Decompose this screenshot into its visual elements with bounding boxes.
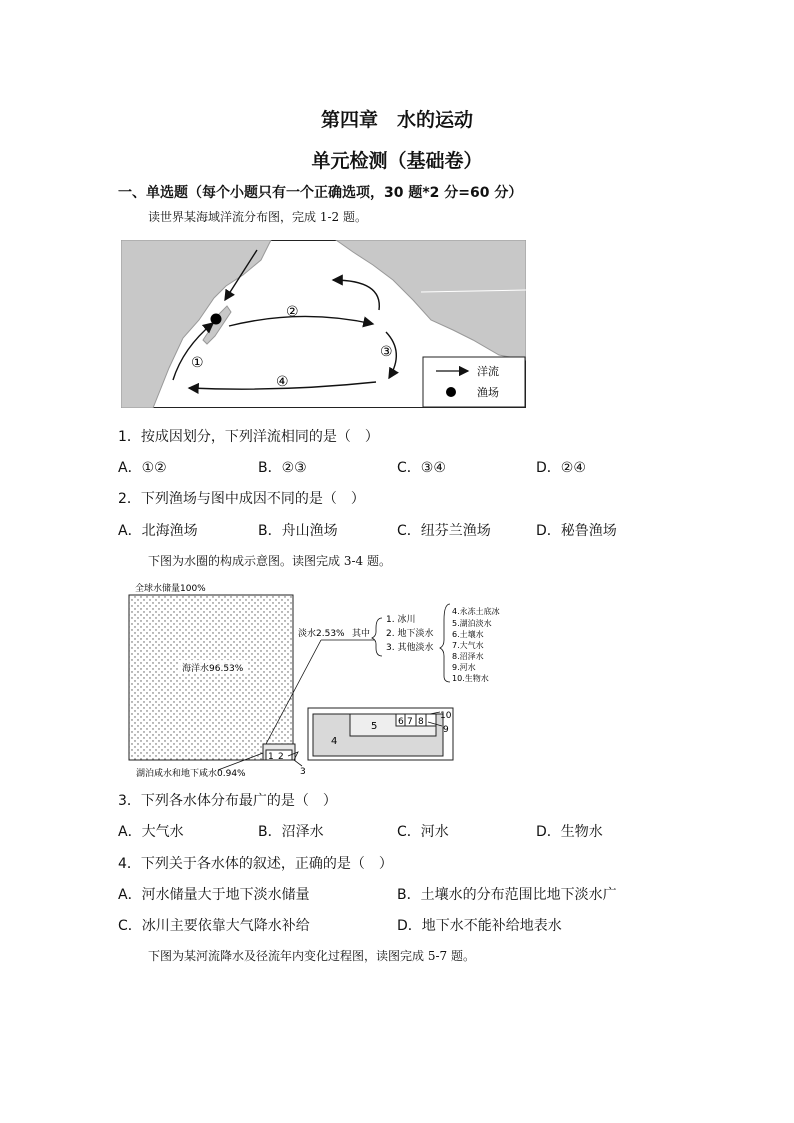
box-num-4: 4 (331, 736, 338, 747)
current-label-2: ② (286, 304, 299, 320)
other-item-4: 4.永冻土底冰 (452, 607, 500, 616)
other-item-10: 10.生物水 (452, 674, 489, 683)
q1-option-a[interactable]: A．①② (118, 460, 167, 476)
q2-option-d[interactable]: D．秘鲁渔场 (536, 523, 617, 539)
fresh-item-2: 2. 地下淡水 (386, 629, 434, 639)
q2-option-c[interactable]: C．纽芬兰渔场 (397, 523, 491, 539)
ocean-water-label: 海洋水96.53% (182, 664, 244, 674)
box-num-2: 2 (278, 752, 284, 762)
q4-option-c[interactable]: C．冰川主要依靠大气降水补给 (118, 918, 310, 934)
hydrosphere-diagram (118, 580, 518, 780)
fresh-item-3: 3. 其他淡水 (386, 643, 434, 653)
ocean-water-box (129, 595, 293, 760)
question-1-stem: 1．按成因划分，下列洋流相同的是（ ） (118, 429, 379, 445)
other-item-5: 5.湖泊淡水 (452, 619, 492, 628)
fresh-water-label: 淡水2.53% (298, 629, 345, 639)
current-label-4: ④ (276, 374, 289, 390)
hydro-intro: 下图为水圈的构成示意图。读图完成 3-4 题。 (148, 554, 391, 568)
q3-option-d[interactable]: D．生物水 (536, 824, 603, 840)
fresh-brace (372, 618, 382, 656)
q3-option-c[interactable]: C．河水 (397, 824, 449, 840)
q4-option-d[interactable]: D．地下水不能补给地表水 (397, 918, 562, 934)
river-intro: 下图为某河流降水及径流年内变化过程图，读图完成 5-7 题。 (148, 949, 475, 963)
current-label-1: ① (191, 355, 204, 371)
q4-option-b[interactable]: B．土壤水的分布范围比地下淡水广 (397, 887, 617, 903)
other-item-8: 8.沼泽水 (452, 652, 484, 661)
q2-option-b[interactable]: B．舟山渔场 (258, 523, 338, 539)
q1-option-c[interactable]: C．③④ (397, 460, 446, 476)
fresh-item-1: 1. 冰川 (386, 615, 416, 625)
legend-current-label: 洋流 (477, 365, 499, 378)
question-3-stem: 3．下列各水体分布最广的是（ ） (118, 793, 337, 809)
box-num-5: 5 (371, 721, 378, 732)
q3-option-b[interactable]: B．沼泽水 (258, 824, 324, 840)
map-legend (423, 357, 525, 407)
question-4-stem: 4．下列关于各水体的叙述，正确的是（ ） (118, 856, 393, 872)
other-brace (440, 604, 450, 682)
q4-option-a[interactable]: A．河水储量大于地下淡水储量 (118, 887, 310, 903)
current-label-3: ③ (380, 344, 393, 360)
q2-option-a[interactable]: A．北海渔场 (118, 523, 198, 539)
legend-fishery-label: 渔场 (477, 386, 499, 399)
section-heading: 一、单选题（每个小题只有一个正确选项，30 题*2 分=60 分） (118, 185, 523, 201)
other-item-7: 7.大气水 (452, 641, 484, 650)
fresh-among-label: 其中 (352, 629, 371, 639)
saline-water-label: 湖泊咸水和地下咸水0.94% (136, 769, 246, 779)
box-num-3: 3 (300, 767, 306, 777)
q1-option-d[interactable]: D．②④ (536, 460, 586, 476)
box-num-8: 8 (418, 717, 424, 727)
box-num-1: 1 (268, 752, 274, 762)
chapter-title: 第四章 水的运动 (320, 109, 473, 131)
ocean-current-map (121, 240, 526, 408)
unit-subtitle: 单元检测（基础卷） (311, 150, 483, 172)
q3-option-a[interactable]: A．大气水 (118, 824, 184, 840)
box-num-7: 7 (407, 717, 413, 727)
box-num-9: 9 (443, 725, 449, 735)
total-water-label: 全球水储量100% (135, 584, 206, 594)
fishery-dot (211, 314, 222, 325)
other-item-9: 9.河水 (452, 663, 476, 672)
map-intro: 读世界某海域洋流分布图，完成 1-2 题。 (148, 210, 367, 224)
box-num-10: 10 (440, 711, 452, 721)
box-num-6: 6 (398, 717, 404, 727)
legend-fishery-dot (446, 387, 456, 397)
other-item-6: 6.土壤水 (452, 630, 484, 639)
question-2-stem: 2．下列渔场与图中成因不同的是（ ） (118, 491, 365, 507)
q1-option-b[interactable]: B．②③ (258, 460, 307, 476)
